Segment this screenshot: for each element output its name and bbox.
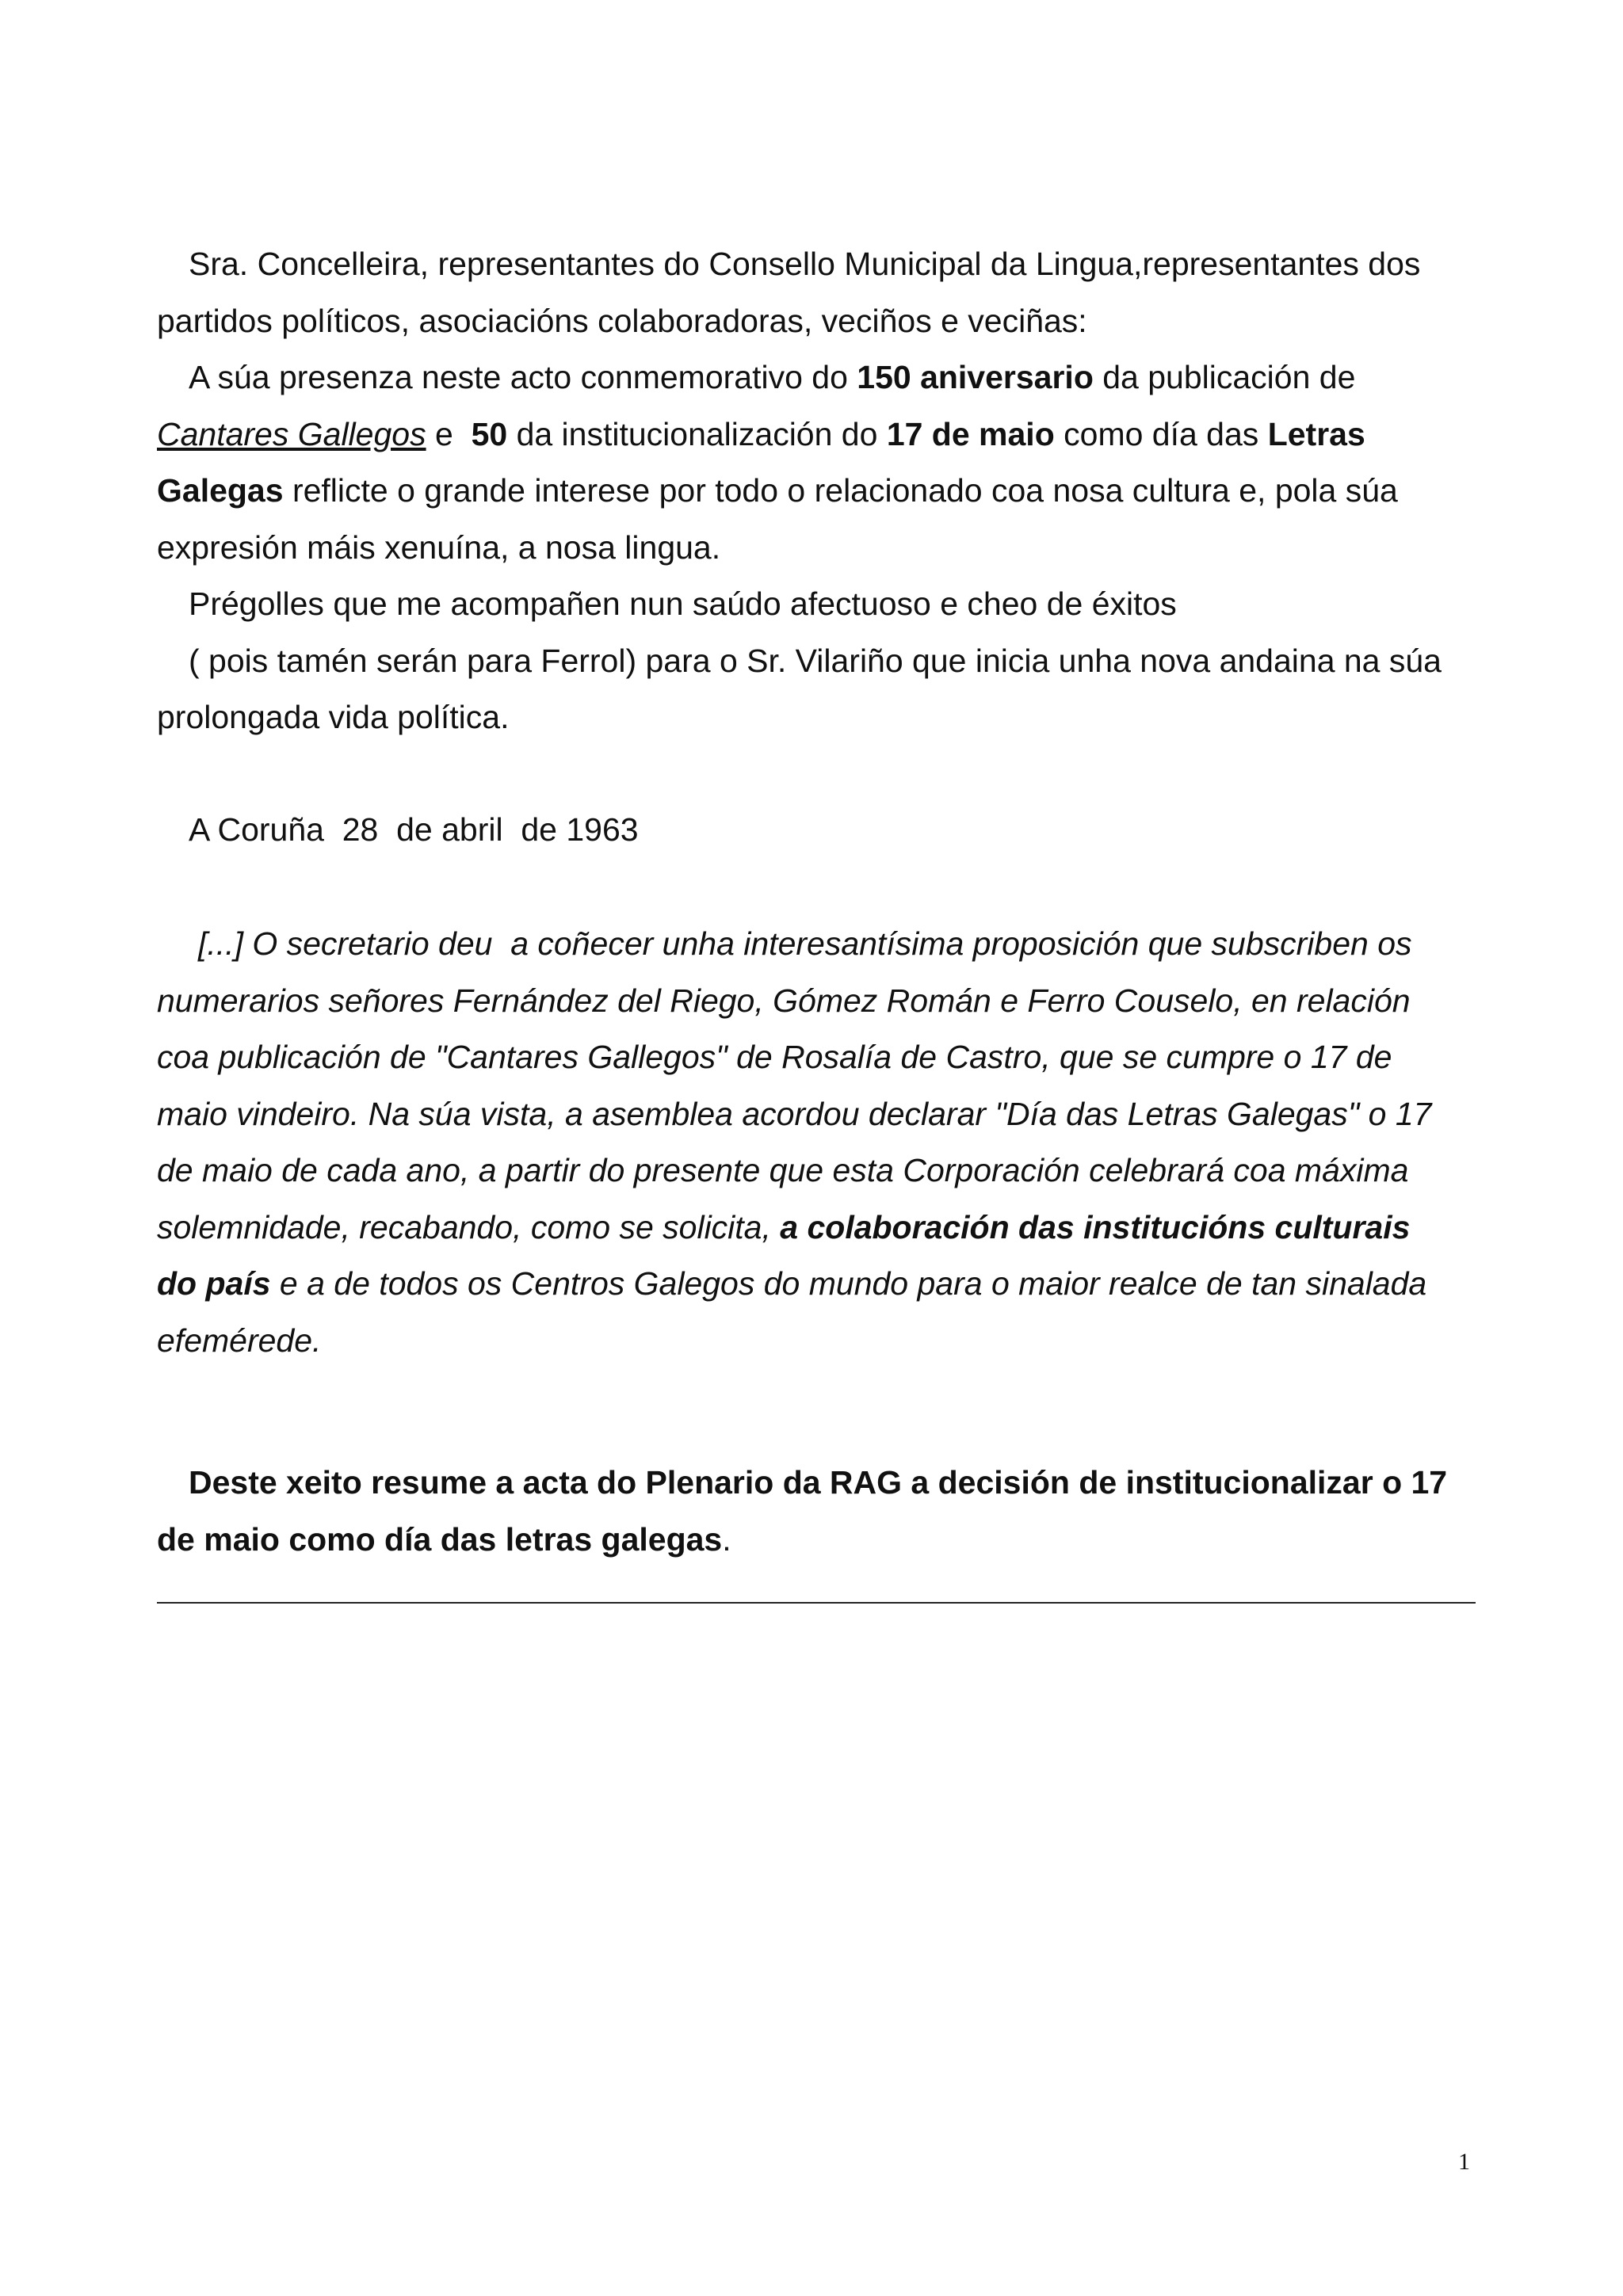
quote-line-6 [157,1199,1472,1257]
presence-line-2 [157,406,1472,463]
greeting2-line-2: ( pois tamén serán para Ferrol) para o Sr. Vilariño que inicia unha nova andaina na súa [189,642,1442,679]
quote-block [157,916,1472,1369]
greeting2-line-3: prolongada vida política. [157,699,510,735]
page-number: 1 [1458,2149,1470,2175]
period: . [722,1520,731,1558]
speech-block [157,236,1472,746]
presence-line-1 [157,349,1472,406]
bold-anniversary: 150 aniversario [857,359,1094,395]
quote-line-8: efemérede. [157,1322,322,1359]
text-run: e a de todos os Centros Galegos do mundo para o maior realce de tan sinalada [270,1265,1427,1302]
horizontal-divider [157,1602,1476,1604]
bold-colaboracion: a colaboración das institucións culturais [780,1208,1411,1245]
text-run: solemnidade, recabando, como se solicita, [157,1208,781,1245]
text-run: da institucionalización do [507,415,887,452]
quote-line-7 [157,1256,1472,1313]
summary-line-2 [157,1512,1472,1569]
greeting2-line-1: Prégolles que me acompañen nun saúdo afectuoso e cheo de éxitos [189,585,1177,622]
summary-block [157,1455,1472,1568]
book-title: Cantares Gallegos [157,415,426,452]
quote-line-1: [...] O secretario deu a coñecer unha interesantísima proposición que subscriben os [198,925,1412,962]
quote-line-5: de maio de cada ano, a partir do presente que esta Corporación celebrará coa máxima [157,1152,1409,1188]
text-run: A súa presenza neste acto conmemorativo do [189,359,857,395]
bold-date: 17 de maio [886,415,1055,452]
greeting-line-1: Sra. Concelleira, representantes do Consello Municipal da Lingua,representantes dos [189,246,1421,282]
dateline: A Coruña 28 de abril de 1963 [189,811,639,848]
greeting-line-2: partidos políticos, asociacións colaboradoras, veciños e veciñas: [157,302,1087,339]
quote-line-2: numerarios señores Fernández del Riego, Gómez Román e Ferro Couselo, en relación [157,982,1411,1019]
text-run: reflicte o grande interese por todo o relacionado coa nosa cultura e, pola súa [283,472,1398,509]
text-run: da publicación de [1093,359,1356,395]
dateline-block [157,802,1472,859]
quote-line-4: maio vindeiro. Na súa vista, a asemblea acordou declarar "Día das Letras Galegas" o 17 [157,1095,1432,1132]
bold-letras: Letras [1267,415,1365,452]
quote-line-3: coa publicación de "Cantares Gallegos" de Rosalía de Castro, que se cumpre o 17 de [157,1039,1392,1075]
text-run: e [426,415,472,452]
bold-fifty: 50 [471,415,508,452]
summary-line-1: Deste xeito resume a acta do Plenario da RAG a decisión de institucionalizar o 17 [189,1464,1448,1501]
presence-line-3 [157,463,1472,520]
presence-line-4: expresión máis xenuína, a nosa lingua. [157,528,721,566]
bold-galegas: Galegas [157,472,284,509]
text-run: como día das [1054,415,1268,452]
text-run: de maio como día das letras galegas [157,1520,723,1558]
bold-pais: do país [157,1265,271,1302]
